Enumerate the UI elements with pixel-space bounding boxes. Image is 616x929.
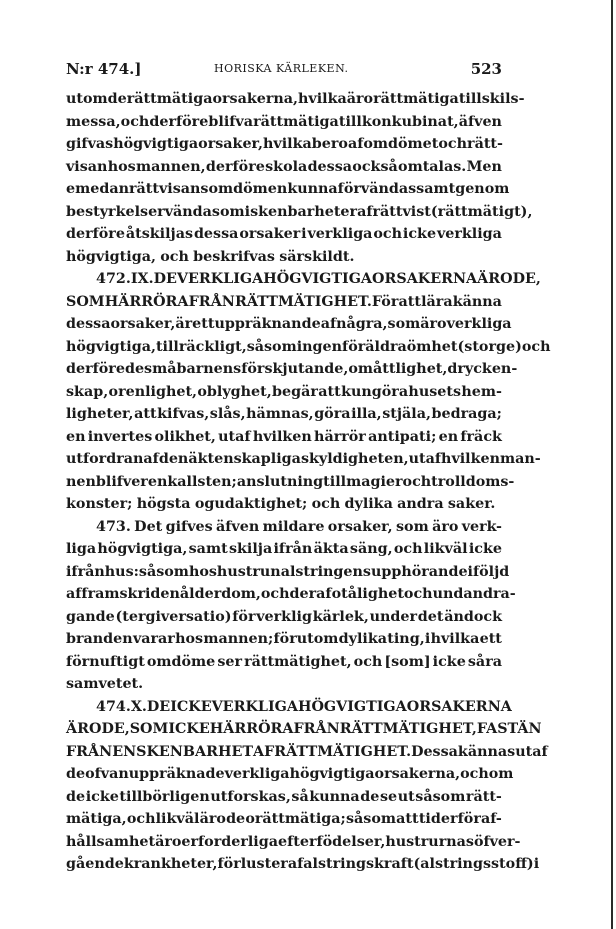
text-line: hållsamhet äro erforderliga efter födelser, hustrurnas öfver- — [66, 833, 521, 850]
text-line: gande (tergiversatio) för verklig kärlek, under det ändock — [66, 608, 502, 625]
text-line: skap, orenlighet, oblyghet, begär att kungöra husets hem- — [66, 383, 502, 400]
section-heading-line: 472. IX. DE VERKLIGA HÖGVIGTIGA ORSAKERNA ÄRO DE, — [96, 271, 541, 287]
text-line: mätiga, och likväl äro de orättmätiga; såsom att tider för af- — [66, 811, 502, 827]
text-line: förnuftigt omdöme ser rättmätighet, och [som] icke såra — [66, 653, 502, 670]
text-line: ifrån hus: såsom hos hustrun alstringens upphörande i följd — [66, 563, 510, 580]
text-line: samvetet. — [66, 676, 144, 692]
text-line: gående krankheter, förluster af alstringskraft (alstringsstoff) i — [66, 856, 540, 872]
section-heading-line: ÄRO DE, SOM ICKE HÄRRÖRA FRÅN RÄTTMÄTIGHET, FASTÄN — [66, 721, 542, 737]
text-line: gifvas högvigtiga orsaker, hvilka bero af omdömet och rätt- — [66, 136, 503, 152]
text-line: de icke tillbörligen utforskas, så kunna de se ut såsom rätt- — [66, 788, 502, 805]
text-line: visan hos mannen, derföre skola dessa också omtalas. Men — [66, 158, 502, 175]
text-line: utfordran af den äktenskapliga skyldigheten, utaf hvilken man- — [66, 451, 541, 467]
text-line: konster; högsta ogudaktighet; och dylika andra saker. — [66, 496, 496, 512]
page-edge — [611, 0, 613, 929]
text-line: 473. Det gifves äfven mildare orsaker, som äro verk- — [96, 518, 502, 535]
text-line: branden varar hos mannen; förutom dylika ting, i hvilka ett — [66, 631, 502, 647]
body-text — [66, 88, 551, 876]
text-line: högvigtiga, tillräckligt, såsom ingen föräldraömhet (storge) och — [66, 338, 551, 355]
text-line: utom de rättmätiga orsakerna, hvilka äro rättmätiga till skils- — [66, 91, 525, 107]
page-number: 523 — [470, 60, 502, 78]
section-heading-line: SOM HÄRRÖRA FRÅN RÄTTMÄTIGHET. För att lära känna — [66, 293, 502, 310]
running-title: HORISKA KÄRLEKEN. — [214, 62, 349, 75]
section-heading-line: FRÅN EN SKENBARHET AF RÄTTMÄTIGHET. Dessa kännas utaf — [66, 743, 548, 760]
text-line: högvigtiga, och beskrifvas särskildt. — [66, 248, 355, 265]
text-line: bestyrkelser vändas om i skenbarheter af rättvist (rättmätigt), — [66, 203, 533, 220]
text-line: de ofvan uppräknade verkliga högvigtiga orsakerna, och om — [66, 766, 514, 782]
text-line: nen blifver en kall sten; anslutning till magier och trolldoms- — [66, 473, 515, 490]
text-line: derföre åtskiljas dessa orsaker i verkliga och icke verkliga — [66, 226, 502, 242]
text-line: emedan rättvisans omdömen kunna förvändas samt genom — [66, 181, 510, 197]
text-line: ligheter, att kifvas, slås, hämnas, göra illa, stjäla, bedraga; — [66, 406, 502, 422]
text-line: derföre de små barnens förskjutande, omåttlighet, drycken- — [66, 361, 518, 377]
section-number: N:r 474.] — [66, 60, 142, 78]
section-heading-line: 474. X. DE ICKE VERKLIGA HÖGVIGTIGA ORSAKERNA — [96, 698, 512, 715]
text-line: liga högvigtiga, samt skilja ifrån äkta säng, och likväl icke — [66, 541, 502, 557]
running-header — [66, 60, 502, 80]
text-line: messa, och derföre blifva rättmätiga till konkubinat, äfven — [66, 113, 502, 130]
text-line: af framskriden ålderdom, och deraf otålighet och undandra- — [66, 586, 516, 602]
text-line: dessa orsaker, är ett uppräknande af några, som äro verkliga — [66, 316, 512, 332]
text-line: en invertes olikhet, utaf hvilken härrör antipati; en fräck — [66, 428, 502, 445]
